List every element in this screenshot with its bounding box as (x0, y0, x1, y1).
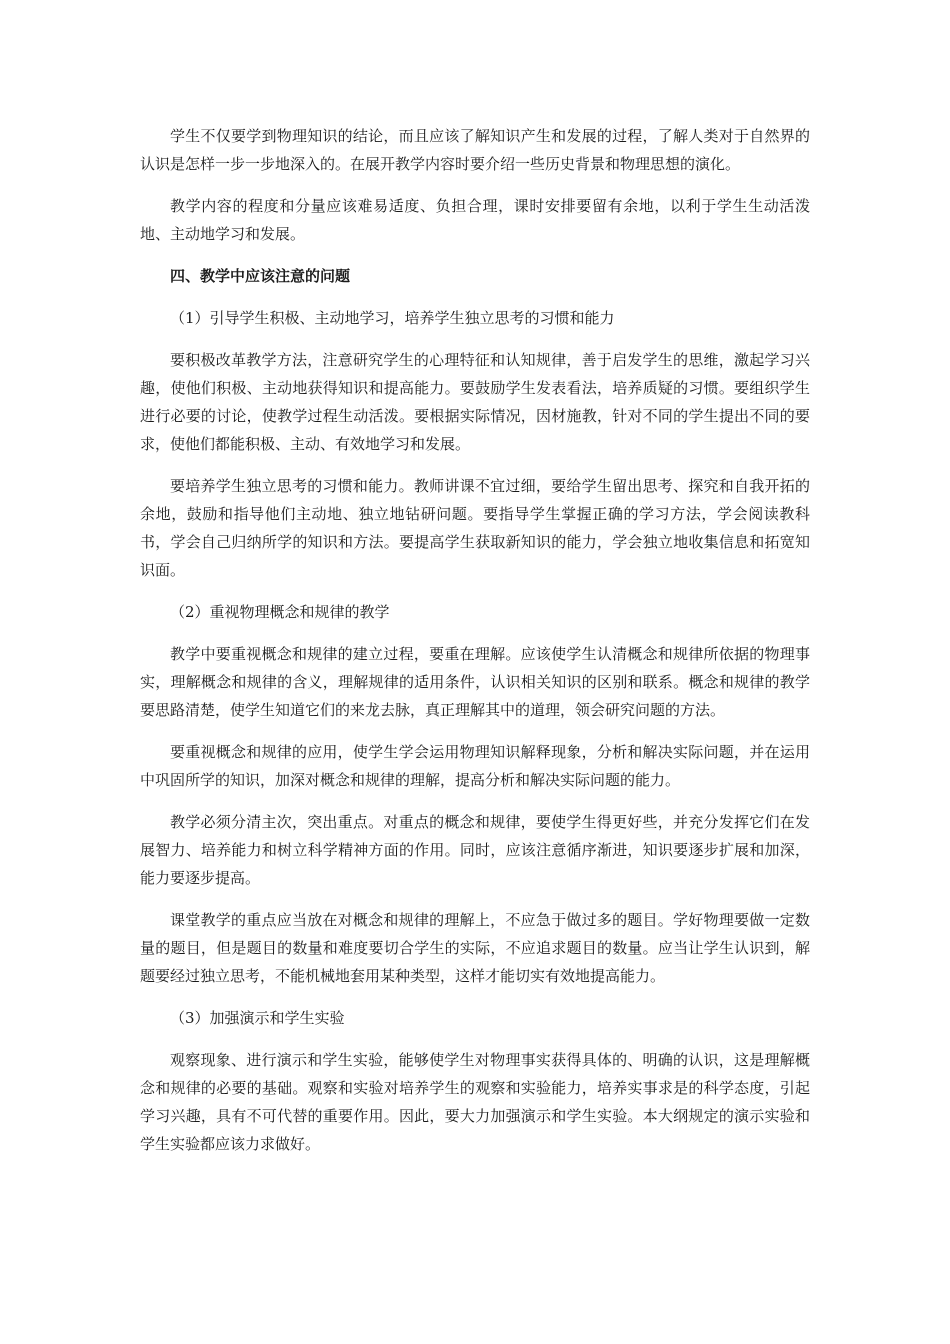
section-heading: 四、教学中应该注意的问题 (170, 267, 351, 285)
paragraph-4: 要培养学生独立思考的习惯和能力。教师讲课不宜过细，要给学生留出思考、探究和自我开拓的余地，鼓励和指导他们主动地、独立地钻研问题。要指导学生掌握正确的学习方法，学会阅读教科书，学会自己归纳所学的知识和方法。要提高学生获取新知识的能力，学会独立地收集信息和拓宽知识面。 (140, 477, 810, 579)
paragraph-6: 要重视概念和规律的应用，使学生学会运用物理知识解释现象，分析和解决实际问题，并在运用中巩固所学的知识，加深对概念和规律的理解，提高分析和解决实际问题的能力。 (140, 743, 810, 789)
paragraph-8: 课堂教学的重点应当放在对概念和规律的理解上，不应急于做过多的题目。学好物理要做一定数量的题目，但是题目的数量和难度要切合学生的实际，不应追求题目的数量。应当让学生认识到，解题要经过独立思考，不能机械地套用某种类型，这样才能切实有效地提高能力。 (140, 911, 810, 985)
paragraph-5: 教学中要重视概念和规律的建立过程，要重在理解。应该使学生认清概念和规律所依据的物理事实，理解概念和规律的含义，理解规律的适用条件，认识相关知识的区别和联系。概念和规律的教学要思路清楚，使学生知道它们的来龙去脉，真正理解其中的道理，领会研究问题的方法。 (140, 645, 810, 719)
paragraph-1: 学生不仅要学到物理知识的结论，而且应该了解知识产生和发展的过程，了解人类对于自然界的认识是怎样一步一步地深入的。在展开教学内容时要介绍一些历史背景和物理思想的演化。 (140, 127, 810, 173)
paragraph-2: 教学内容的程度和分量应该难易适度、负担合理，课时安排要留有余地，以利于学生生动活泼地、主动地学习和发展。 (140, 197, 810, 243)
subsection-3-title: （3）加强演示和学生实验 (170, 1009, 345, 1027)
paragraph-9: 观察现象、进行演示和学生实验，能够使学生对物理事实获得具体的、明确的认识，这是理解概念和规律的必要的基础。观察和实验对培养学生的观察和实验能力，培养实事求是的科学态度，引起学习兴趣，具有不可代替的重要作用。因此，要大力加强演示和学生实验。本大纲规定的演示实验和学生实验都应该力求做好。 (140, 1051, 810, 1153)
subsection-2-title: （2）重视物理概念和规律的教学 (170, 603, 390, 621)
paragraph-3: 要积极改革教学方法，注意研究学生的心理特征和认知规律，善于启发学生的思维，激起学习兴趣，使他们积极、主动地获得知识和提高能力。要鼓励学生发表看法，培养质疑的习惯。要组织学生进行必要的讨论，使教学过程生动活泼。要根据实际情况，因材施教，针对不同的学生提出不同的要求，使他们都能积极、主动、有效地学习和发展。 (140, 351, 810, 453)
subsection-1-title: （1）引导学生积极、主动地学习，培养学生独立思考的习惯和能力 (170, 309, 615, 327)
paragraph-7: 教学必须分清主次，突出重点。对重点的概念和规律，要使学生得更好些，并充分发挥它们在发展智力、培养能力和树立科学精神方面的作用。同时，应该注意循序渐进，知识要逐步扩展和加深，能力要逐步提高。 (140, 813, 810, 887)
